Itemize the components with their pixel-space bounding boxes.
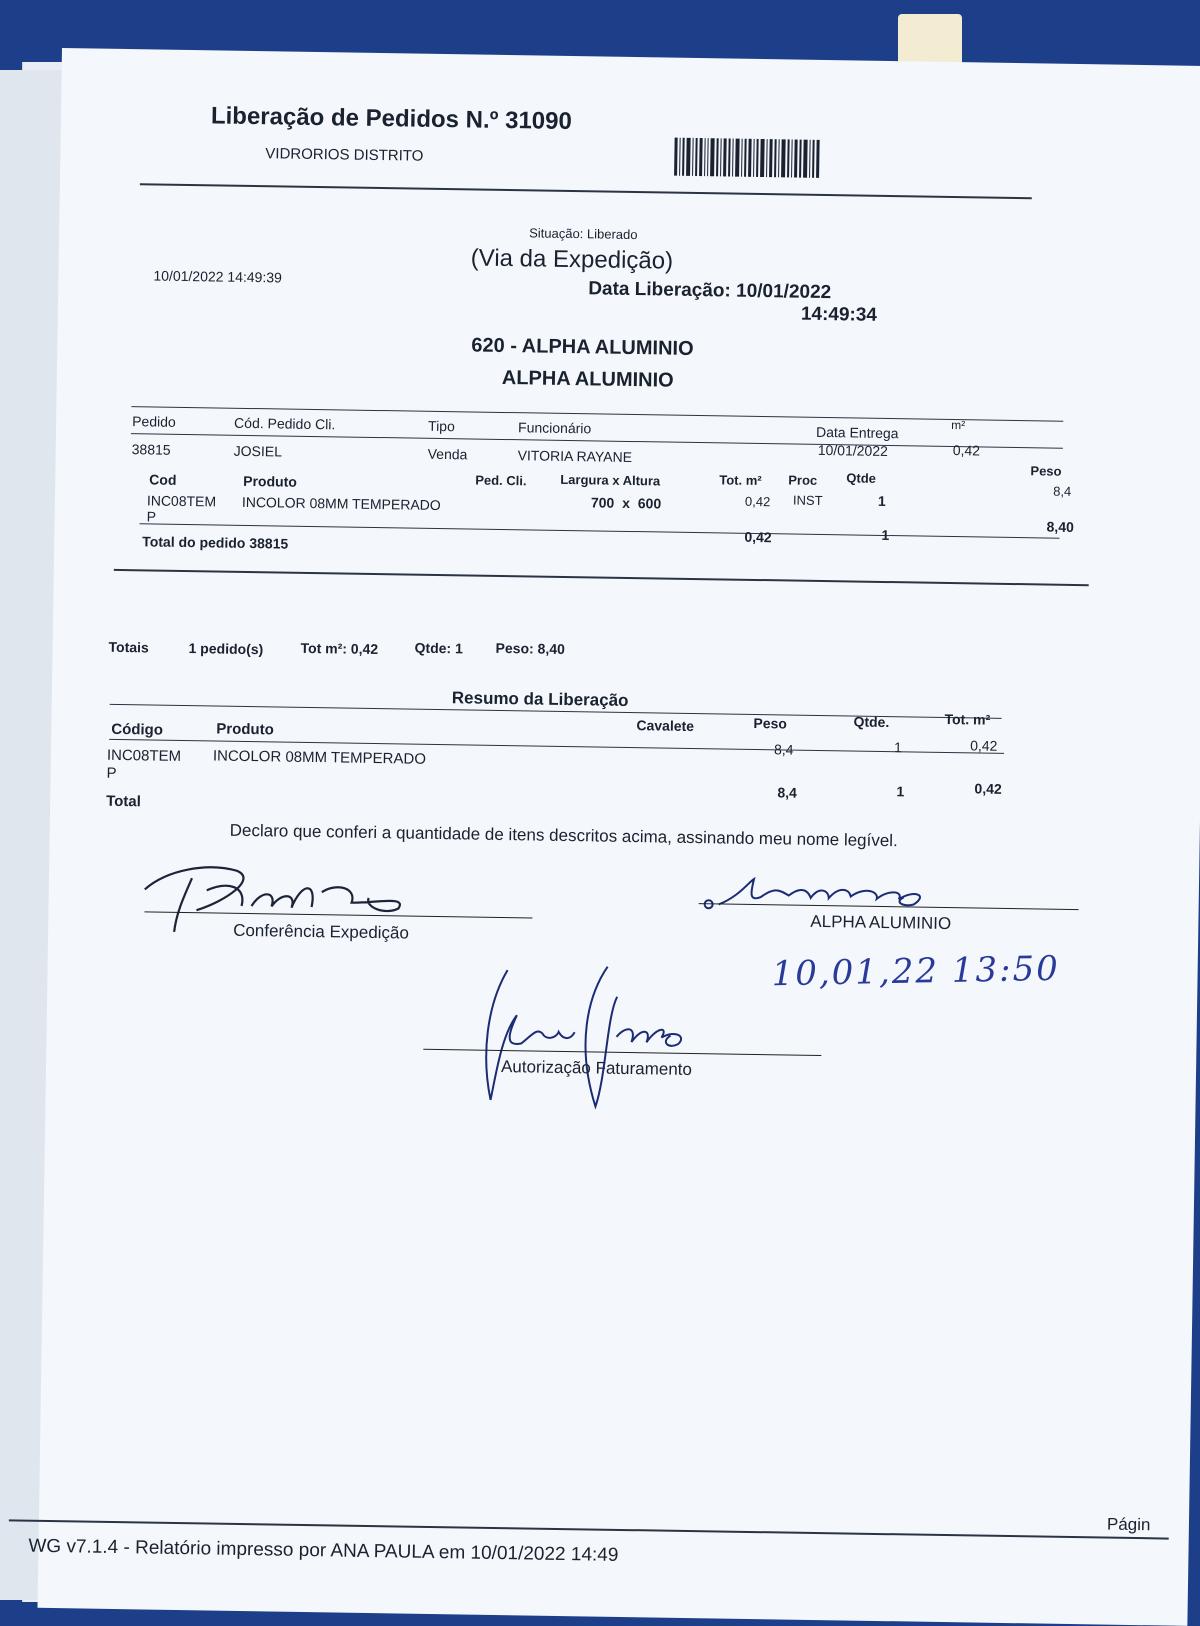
release-date: Data Liberação: 10/01/2022 [588, 278, 832, 304]
declaration-text: Declaro que conferi a quantidade de itens descritos acima, assinando meu nome legível. [229, 820, 898, 851]
summary-total-tot-m2: 0,42 [974, 780, 1002, 797]
col-cod-pedido-cli: Cód. Pedido Cli. [234, 414, 336, 433]
item-qtde: 1 [877, 492, 886, 509]
printed-datetime: 10/01/2022 14:49:39 [153, 267, 283, 286]
summary-col-produto: Produto [216, 720, 274, 739]
totals-qtde: Qtde: 1 [414, 639, 463, 657]
col-m2: m² [951, 418, 966, 433]
summary-total-label: Total [106, 792, 142, 811]
summary-total-peso: 8,4 [777, 784, 797, 801]
order-tipo: Venda [427, 445, 468, 463]
summary-total-qtde: 1 [896, 783, 905, 800]
summary-col-qtde: Qtde. [853, 713, 890, 731]
summary-codigo: INC08TEM [106, 746, 182, 765]
summary-codigo-cont: P [106, 764, 117, 782]
header-divider [140, 183, 1032, 199]
item-col-largura-altura: Largura x Altura [560, 471, 661, 489]
item-cod: INC08TEM [146, 492, 217, 510]
status-situacao: Situação: Liberado [529, 225, 638, 243]
item-col-ped-cli: Ped. Cli. [475, 472, 527, 489]
item-produto: INCOLOR 08MM TEMPERADO [241, 493, 441, 514]
document-page [28, 48, 1200, 1626]
col-funcionario: Funcionário [517, 419, 592, 437]
order-section-rule [114, 569, 1089, 586]
summary-col-peso: Peso [753, 714, 788, 732]
signature-autorizacao [445, 954, 707, 1118]
summary-col-tot-m2: Tot. m² [944, 710, 991, 728]
col-pedido: Pedido [132, 413, 176, 430]
totals-pedidos: 1 pedido(s) [188, 640, 264, 658]
summary-produto: INCOLOR 08MM TEMPERADO [212, 747, 427, 768]
totals-label: Totais [108, 638, 149, 656]
item-peso: 8,4 [1053, 483, 1072, 499]
barcode [674, 138, 827, 178]
summary-col-cavalete: Cavalete [636, 717, 695, 735]
summary-tot-m2: 0,42 [970, 737, 998, 754]
col-data-entrega: Data Entrega [815, 423, 899, 442]
item-cod-cont: P [146, 508, 157, 525]
order-cod-pedido-cli: JOSIEL [233, 442, 283, 460]
col-tipo: Tipo [427, 417, 455, 435]
totals-peso: Peso: 8,40 [495, 639, 566, 657]
summary-title: Resumo da Liberação [451, 688, 629, 710]
conferencia-label: Conferência Expedição [233, 920, 410, 943]
item-tot-m2: 0,42 [744, 493, 771, 510]
item-dimensions: 700 x 600 [590, 494, 662, 512]
document-title: Liberação de Pedidos N.º 31090 [210, 102, 573, 136]
autorizacao-label: Autorização Faturamento [500, 1057, 693, 1080]
footer-page-label: Págin [1106, 1514, 1151, 1535]
order-funcionario: VITORIA RAYANE [517, 447, 633, 466]
via-label: (Via da Expedição) [470, 244, 674, 275]
order-total-label: Total do pedido 38815 [142, 533, 289, 552]
handwritten-date: 10,01,22 13:50 [771, 948, 1061, 995]
item-col-proc: Proc [788, 472, 818, 488]
order-total-peso: 8,40 [1046, 518, 1074, 535]
client-signature-label: ALPHA ALUMINIO [810, 911, 952, 934]
totals-m2: Tot m²: 0,42 [300, 639, 379, 658]
summary-peso: 8,4 [773, 741, 794, 758]
client-code-name: 620 - ALPHA ALUMINIO [471, 334, 694, 360]
item-proc: INST [792, 492, 823, 509]
order-total-m2: 0,42 [744, 528, 772, 546]
footer-rule [9, 1519, 1169, 1539]
footer-printed-by: WG v7.1.4 - Relatório impresso por ANA PAULA em 10/01/2022 14:49 [28, 1535, 619, 1566]
item-col-qtde: Qtde [846, 470, 877, 486]
summary-col-codigo: Código [111, 720, 164, 739]
item-col-cod: Cod [149, 471, 177, 488]
order-data-entrega: 10/01/2022 [817, 441, 888, 460]
item-col-produto: Produto [243, 472, 297, 490]
order-total-qtde: 1 [881, 526, 890, 544]
order-m2: 0,42 [952, 442, 981, 459]
item-col-tot-m2: Tot. m² [719, 472, 762, 489]
client-name: ALPHA ALUMINIO [501, 366, 674, 392]
summary-qtde: 1 [893, 739, 903, 756]
release-time: 14:49:34 [800, 303, 878, 326]
item-col-peso: Peso [1030, 463, 1062, 479]
order-pedido: 38815 [131, 441, 171, 458]
company-name: VIDRORIOS DISTRITO [265, 145, 424, 165]
